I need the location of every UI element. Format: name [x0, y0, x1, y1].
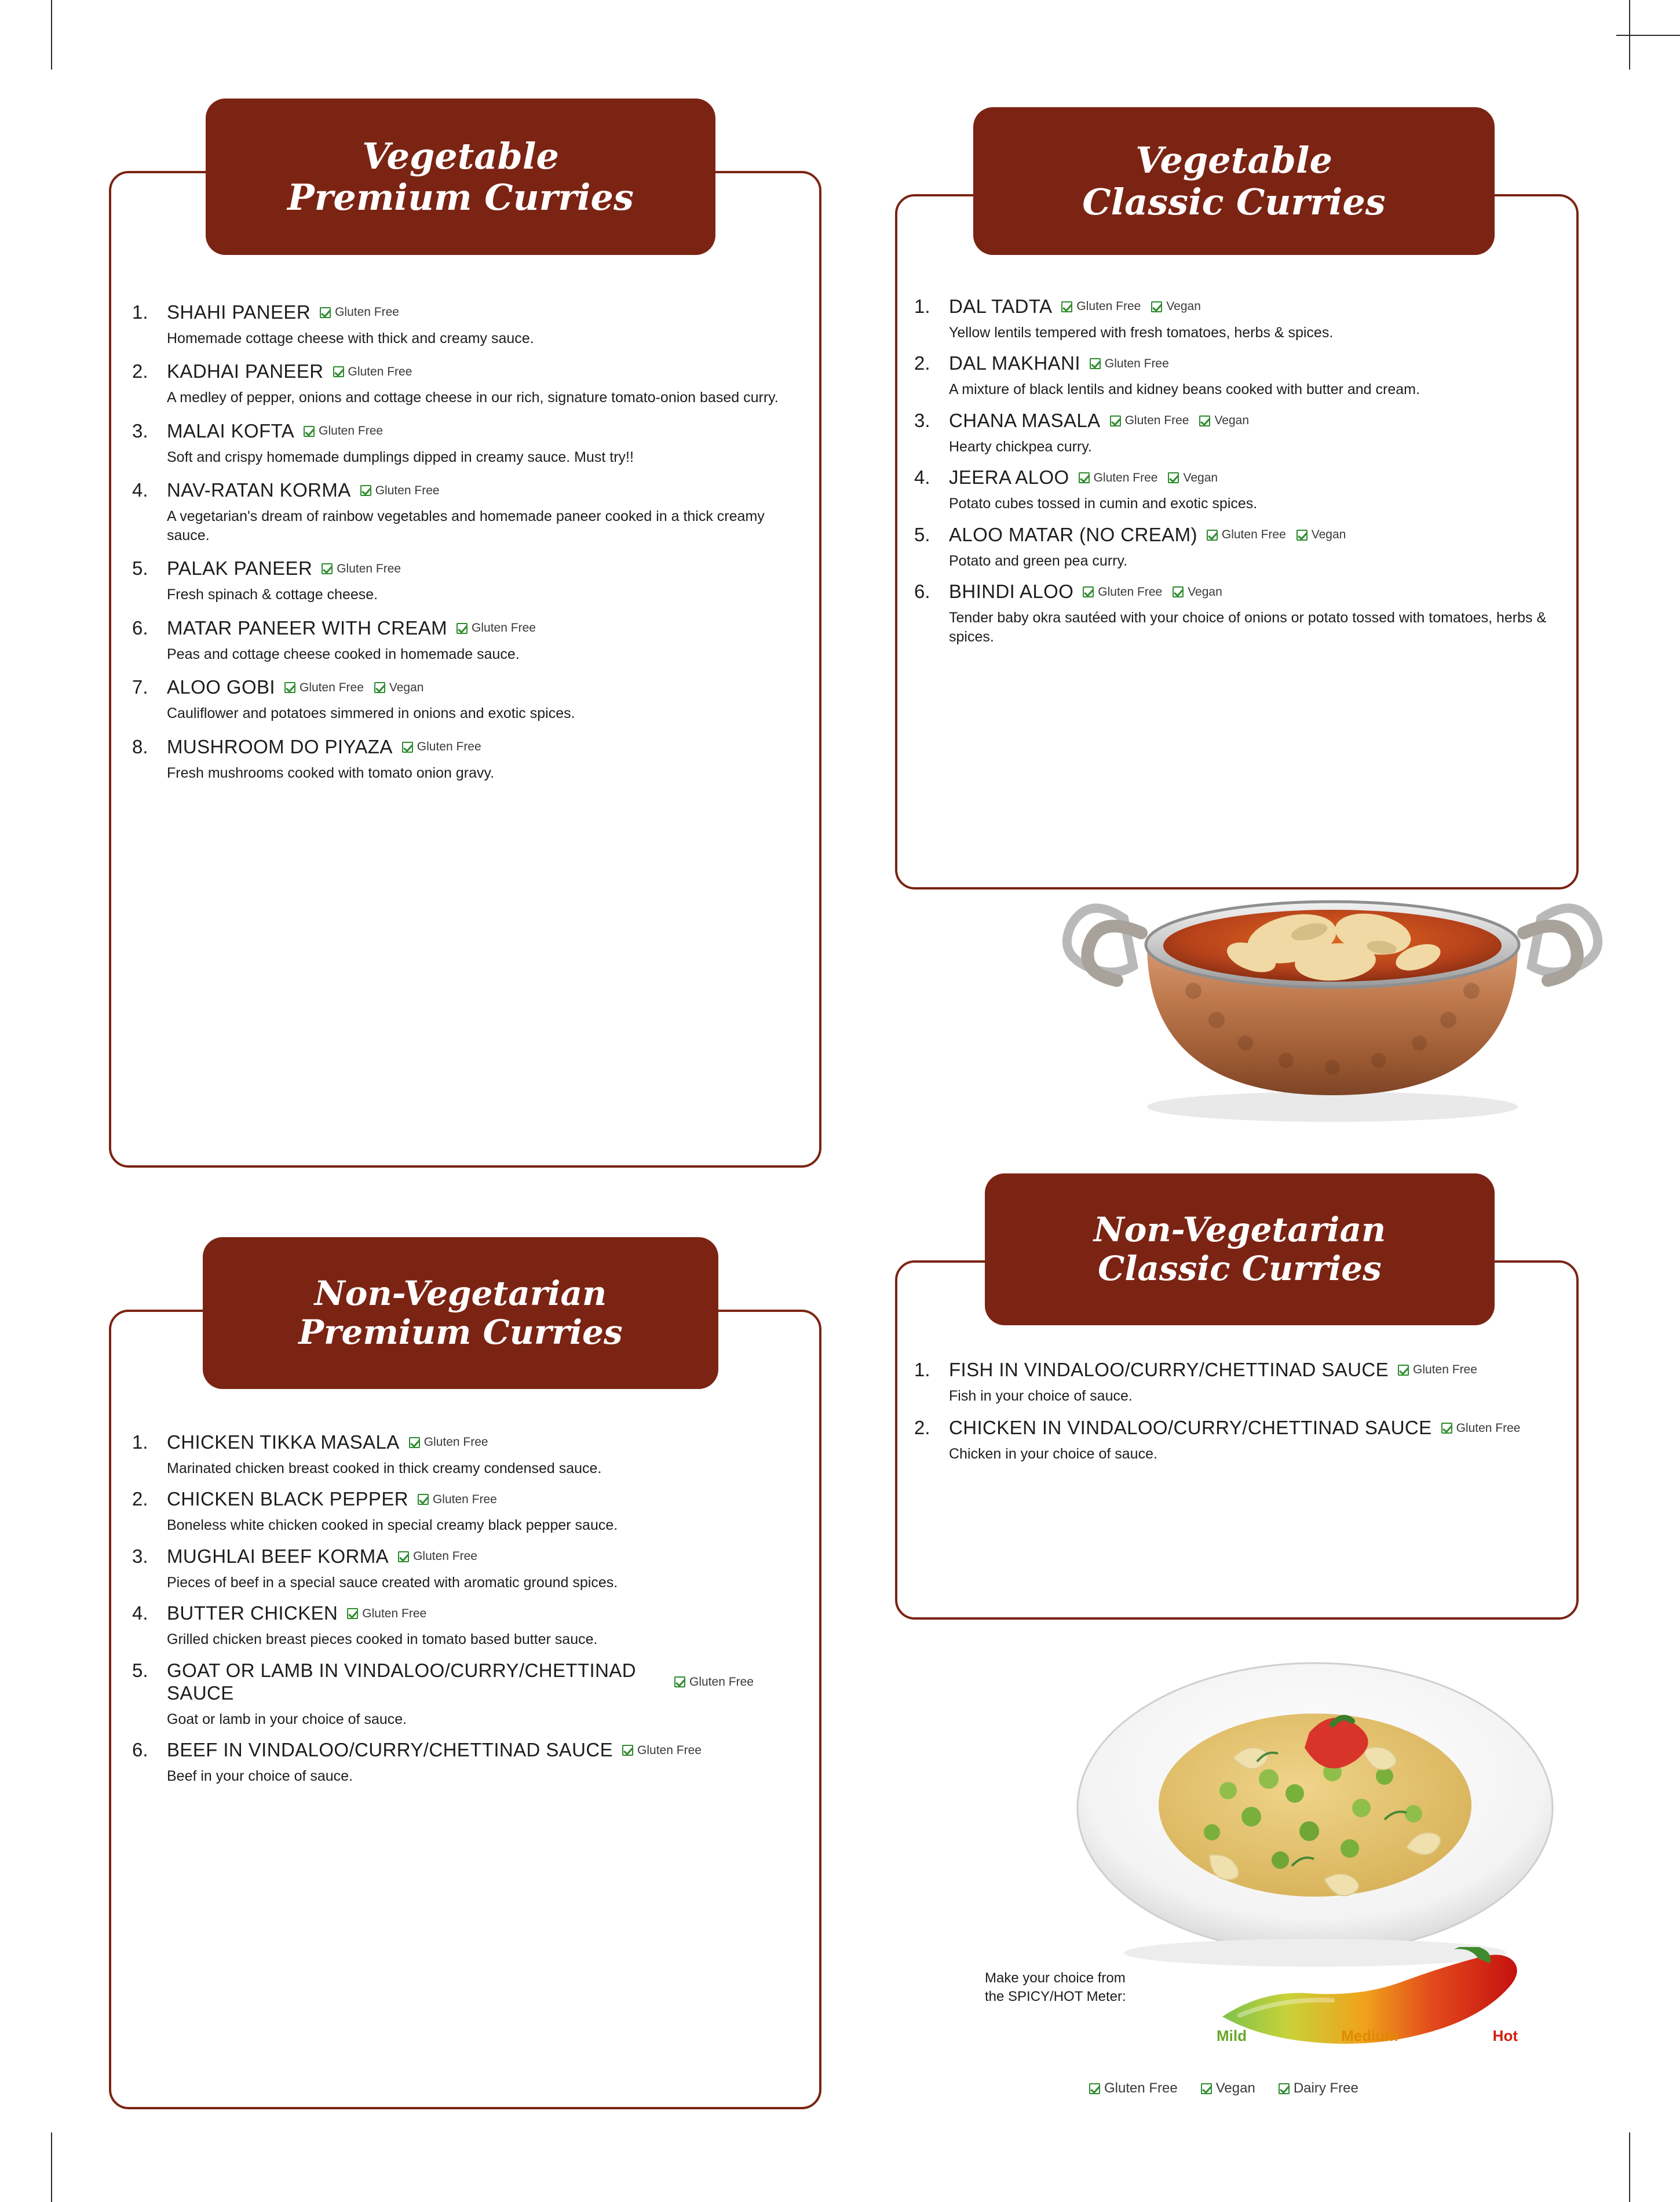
crop-mark — [1616, 35, 1680, 36]
item-tags — [1079, 471, 1218, 485]
check-icon — [418, 1494, 429, 1505]
tag-gluten-free: Gluten Free — [1061, 300, 1141, 313]
check-icon — [374, 682, 385, 693]
item-description: Boneless white chicken cooked in special creamy black pepper sauce. — [167, 1517, 618, 1534]
item-tags — [402, 740, 481, 754]
item-tags — [322, 562, 401, 576]
item-number: 2. — [914, 352, 930, 374]
legend-dairy-free: Dairy Free — [1279, 2080, 1358, 2097]
crop-mark — [1629, 2132, 1630, 2202]
tag-gluten-free: Gluten Free — [1441, 1421, 1521, 1435]
item-name: CHICKEN TIKKA MASALA — [167, 1431, 400, 1453]
item-number: 5. — [132, 1659, 148, 1681]
label-hot: Hot — [1492, 2027, 1518, 2044]
tag-vegan: Vegan — [1296, 528, 1346, 542]
item-tags — [1083, 585, 1222, 599]
item-list-nonveg-classic — [904, 1359, 1570, 1475]
item-tags — [360, 484, 440, 498]
menu-item — [904, 410, 1570, 456]
item-number: 2. — [914, 1417, 930, 1439]
section-title-veg-classic — [973, 107, 1495, 255]
menu-item — [904, 466, 1570, 513]
tag-vegan: Vegan — [1173, 585, 1222, 599]
item-name: NAV-RATAN KORMA — [167, 479, 351, 501]
tag-gluten-free: Gluten Free — [674, 1675, 754, 1689]
menu-item — [122, 617, 805, 663]
tag-vegan: Vegan — [1151, 300, 1201, 313]
crop-mark — [51, 0, 52, 70]
item-tags — [284, 681, 423, 695]
tag-gluten-free: Gluten Free — [304, 424, 383, 438]
menu-item — [122, 420, 805, 466]
spicy-meter-labels — [1217, 2027, 1518, 2045]
menu-item — [122, 1488, 805, 1534]
item-tags — [1061, 300, 1200, 313]
section-title-veg-premium — [206, 99, 715, 255]
check-icon — [1441, 1423, 1452, 1434]
item-number: 6. — [914, 581, 930, 603]
item-name: CHICKEN IN VINDALOO/CURRY/CHETTINAD SAUCE — [949, 1417, 1432, 1439]
item-name: MATAR PANEER WITH CREAM — [167, 617, 448, 639]
section-title-line2: Premium Curries — [298, 1313, 623, 1352]
item-tags — [1207, 528, 1346, 542]
item-name: ALOO GOBI — [167, 676, 275, 698]
item-description: Pieces of beef in a special sauce created with aromatic ground spices. — [167, 1574, 618, 1591]
tag-gluten-free: Gluten Free — [347, 1607, 426, 1621]
section-title-line1: Non-Vegetarian — [1093, 1210, 1386, 1250]
item-name: SHAHI PANEER — [167, 301, 311, 323]
section-title-line1: Vegetable — [1135, 139, 1332, 182]
item-description: Homemade cottage cheese with thick and creamy sauce. — [167, 330, 534, 347]
item-number: 8. — [132, 735, 148, 757]
check-icon — [1090, 358, 1101, 369]
item-description: Hearty chickpea curry. — [949, 438, 1092, 455]
menu-item — [904, 581, 1570, 646]
menu-item — [122, 1660, 805, 1729]
item-description: Potato and green pea curry. — [949, 552, 1128, 569]
check-icon — [402, 742, 413, 753]
item-name: JEERA ALOO — [949, 466, 1069, 488]
section-title-nonveg-classic — [985, 1173, 1495, 1325]
check-icon — [1207, 530, 1218, 541]
item-number: 3. — [132, 1545, 148, 1567]
check-icon — [398, 1551, 409, 1562]
check-icon — [1110, 415, 1121, 426]
dietary-legend — [1089, 2080, 1358, 2097]
item-number: 2. — [132, 1488, 148, 1510]
item-description: Cauliflower and potatoes simmered in onions and exotic spices. — [167, 705, 575, 722]
item-number: 3. — [914, 409, 930, 431]
label-medium: Medium — [1341, 2027, 1398, 2044]
legend-vegan: Vegan — [1201, 2080, 1255, 2097]
curry-bowl-photo — [1043, 800, 1622, 1124]
check-icon — [333, 366, 344, 377]
tag-gluten-free: Gluten Free — [1079, 471, 1158, 485]
item-list-nonveg-premium — [122, 1431, 805, 1796]
item-description: Chicken in your choice of sauce. — [949, 1446, 1157, 1463]
tag-gluten-free: Gluten Free — [398, 1550, 477, 1563]
item-tags — [456, 621, 536, 635]
item-name: CHANA MASALA — [949, 409, 1101, 431]
item-description: A medley of pepper, onions and cottage cheese in our rich, signature tomato-onion based curry. — [167, 389, 779, 406]
check-icon — [622, 1745, 633, 1756]
section-title-line1: Vegetable — [362, 134, 559, 177]
item-name: CHICKEN BLACK PEPPER — [167, 1488, 408, 1510]
item-name: ALOO MATAR (NO CREAM) — [949, 523, 1197, 545]
menu-item — [122, 1602, 805, 1649]
tag-gluten-free: Gluten Free — [360, 484, 440, 498]
item-tags — [1090, 357, 1169, 371]
section-title-line2: Classic Curries — [1082, 180, 1386, 223]
check-icon — [284, 682, 295, 693]
check-icon — [1173, 586, 1184, 597]
menu-item — [904, 1359, 1570, 1405]
item-number: 3. — [132, 420, 148, 442]
menu-item — [904, 296, 1570, 342]
item-name: DAL TADTA — [949, 296, 1053, 317]
section-title-line2: Classic Curries — [1098, 1249, 1382, 1288]
tag-gluten-free: Gluten Free — [1083, 585, 1162, 599]
item-tags — [347, 1607, 426, 1621]
item-tags — [333, 365, 412, 379]
item-tags — [304, 424, 383, 438]
item-number: 4. — [914, 466, 930, 488]
menu-item — [904, 1417, 1570, 1463]
item-name: MALAI KOFTA — [167, 420, 295, 442]
check-icon — [360, 485, 371, 496]
tag-gluten-free: Gluten Free — [1398, 1363, 1477, 1377]
check-icon — [1296, 530, 1308, 541]
menu-item — [122, 557, 805, 604]
menu-item — [122, 1431, 805, 1478]
check-icon — [1279, 2083, 1290, 2094]
menu-item — [122, 479, 805, 545]
item-list-veg-premium — [122, 301, 805, 795]
korma-plate-photo — [1060, 1617, 1570, 1976]
item-number: 1. — [914, 1359, 930, 1380]
item-tags — [674, 1675, 754, 1689]
section-title-line1: Non-Vegetarian — [314, 1274, 607, 1314]
check-icon — [304, 426, 315, 437]
check-icon — [1398, 1365, 1409, 1376]
menu-item — [122, 1739, 805, 1785]
item-number: 4. — [132, 1602, 148, 1624]
menu-item — [904, 524, 1570, 570]
tag-gluten-free: Gluten Free — [284, 681, 364, 695]
item-number: 6. — [132, 617, 148, 639]
menu-item — [122, 676, 805, 723]
item-tags — [622, 1744, 702, 1758]
tag-gluten-free: Gluten Free — [1110, 414, 1189, 428]
item-description: Potato cubes tossed in cumin and exotic spices. — [949, 495, 1258, 512]
tag-gluten-free: Gluten Free — [402, 740, 481, 754]
tag-gluten-free: Gluten Free — [1090, 357, 1169, 371]
section-title-line2: Premium Curries — [287, 176, 634, 218]
item-number: 2. — [132, 360, 148, 382]
item-number: 5. — [914, 523, 930, 545]
menu-item — [122, 1545, 805, 1592]
section-title-nonveg-premium — [203, 1237, 718, 1389]
check-icon — [409, 1437, 420, 1448]
item-tags — [398, 1550, 477, 1563]
check-icon — [1079, 472, 1090, 483]
check-icon — [347, 1608, 358, 1619]
item-name: BEEF IN VINDALOO/CURRY/CHETTINAD SAUCE — [167, 1739, 613, 1761]
item-description: Peas and cottage cheese cooked in homemade sauce. — [167, 646, 520, 662]
item-description: A vegetarian's dream of rainbow vegetables and homemade paneer cooked in a thick creamy sauce. — [167, 508, 765, 544]
item-tags — [418, 1493, 497, 1507]
item-name: MUGHLAI BEEF KORMA — [167, 1545, 389, 1567]
item-description: Tender baby okra sautéed with your choice of onions or potato tossed with tomatoes, herbs & spices. — [949, 610, 1547, 645]
item-description: Marinated chicken breast cooked in thick creamy condensed sauce. — [167, 1460, 602, 1476]
item-list-veg-classic — [904, 296, 1570, 657]
check-icon — [1061, 301, 1072, 312]
legend-gluten-free: Gluten Free — [1089, 2080, 1178, 2097]
item-description: Fresh mushrooms cooked with tomato onion gravy. — [167, 764, 495, 781]
check-icon — [456, 623, 468, 634]
check-icon — [674, 1676, 685, 1687]
tag-gluten-free: Gluten Free — [1207, 528, 1286, 542]
item-number: 1. — [132, 301, 148, 323]
check-icon — [1168, 472, 1179, 483]
item-number: 1. — [132, 1431, 148, 1453]
menu-item — [122, 360, 805, 407]
label-mild: Mild — [1217, 2027, 1247, 2044]
crop-mark — [51, 2132, 52, 2202]
menu-item — [122, 301, 805, 348]
item-number: 4. — [132, 479, 148, 501]
item-description: Grilled chicken breast pieces cooked in tomato based butter sauce. — [167, 1631, 598, 1648]
item-name: GOAT OR LAMB IN VINDALOO/CURRY/CHETTINAD SAUCE — [167, 1659, 636, 1704]
item-description: Fish in your choice of sauce. — [949, 1387, 1133, 1404]
tag-vegan: Vegan — [1199, 414, 1249, 428]
tag-gluten-free: Gluten Free — [409, 1435, 488, 1449]
item-name: BUTTER CHICKEN — [167, 1602, 338, 1624]
item-tags — [1110, 414, 1249, 428]
item-description: Soft and crispy homemade dumplings dipped in creamy sauce. Must try!! — [167, 449, 634, 465]
tag-gluten-free: Gluten Free — [320, 305, 399, 319]
item-name: MUSHROOM DO PIYAZA — [167, 735, 393, 757]
tag-gluten-free: Gluten Free — [622, 1744, 702, 1758]
check-icon — [1089, 2083, 1100, 2094]
item-number: 1. — [914, 296, 930, 317]
item-tags — [320, 305, 399, 319]
spicy-caption-line1: Make your choice from — [985, 1970, 1126, 1986]
tag-vegan: Vegan — [1168, 471, 1218, 485]
tag-gluten-free: Gluten Free — [456, 621, 536, 635]
tag-vegan: Vegan — [374, 681, 424, 695]
check-icon — [1083, 586, 1094, 597]
check-icon — [322, 563, 333, 574]
item-number: 7. — [132, 676, 148, 698]
item-description: Beef in your choice of sauce. — [167, 1768, 353, 1785]
tag-gluten-free: Gluten Free — [333, 365, 412, 379]
spicy-meter-caption — [985, 1969, 1193, 2007]
item-name: KADHAI PANEER — [167, 360, 324, 382]
check-icon — [1151, 301, 1162, 312]
item-number: 6. — [132, 1739, 148, 1761]
check-icon — [1199, 415, 1210, 426]
item-name: PALAK PANEER — [167, 557, 313, 579]
item-number: 5. — [132, 557, 148, 579]
item-description: Yellow lentils tempered with fresh tomatoes, herbs & spices. — [949, 324, 1334, 341]
tag-gluten-free: Gluten Free — [322, 562, 401, 576]
item-description: A mixture of black lentils and kidney beans cooked with butter and cream. — [949, 381, 1420, 398]
item-name: DAL MAKHANI — [949, 352, 1080, 374]
spicy-caption-line2: the SPICY/HOT Meter: — [985, 1989, 1126, 2005]
menu-item — [904, 352, 1570, 399]
item-description: Goat or lamb in your choice of sauce. — [167, 1711, 407, 1727]
item-name: FISH IN VINDALOO/CURRY/CHETTINAD SAUCE — [949, 1359, 1389, 1380]
item-tags — [1441, 1421, 1521, 1435]
item-description: Fresh spinach & cottage cheese. — [167, 586, 378, 603]
item-tags — [1398, 1363, 1477, 1377]
check-icon — [320, 307, 331, 318]
menu-item — [122, 736, 805, 782]
tag-gluten-free: Gluten Free — [418, 1493, 497, 1507]
item-tags — [409, 1435, 488, 1449]
check-icon — [1201, 2083, 1212, 2094]
item-name: BHINDI ALOO — [949, 581, 1074, 603]
